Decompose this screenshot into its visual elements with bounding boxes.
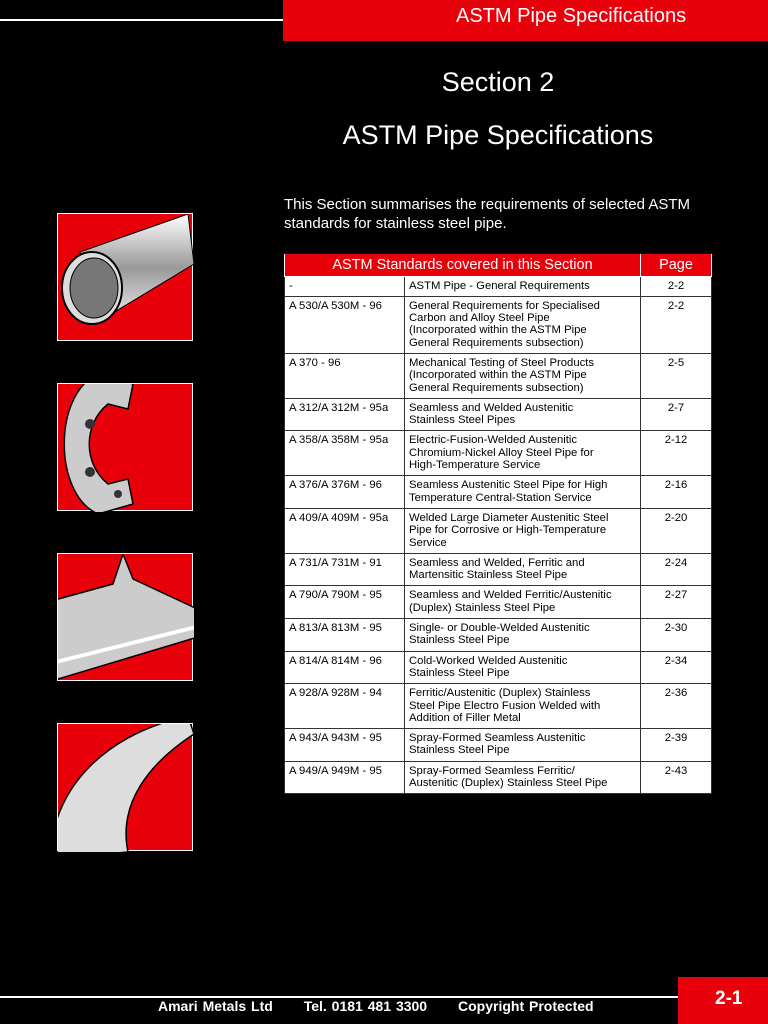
intro-text: This Section summarises the requirements of selected ASTM standards for stainless steel pipe. (284, 196, 690, 232)
elbow-fitting-image (57, 723, 193, 851)
standard-description: Seamless and Welded, Ferritic and Martensitic Stainless Steel Pipe (405, 553, 641, 586)
page-ref: 2-16 (641, 476, 712, 509)
page-ref: 2-2 (641, 296, 712, 353)
table-row (285, 651, 712, 684)
table-row (285, 431, 712, 476)
standard-description: Spray-Formed Seamless Austenitic Stainless Steel Pipe (405, 729, 641, 762)
page-ref: 2-20 (641, 508, 712, 553)
table-row (285, 276, 712, 296)
standard-code: A 370 - 96 (285, 353, 405, 398)
standard-description: General Requirements for Specialised Carbon and Alloy Steel Pipe (Incorporated within the ASTM Pipe General Requirements subsection) (405, 296, 641, 353)
section-number: Section 2 (441, 67, 555, 97)
page-ref: 2-2 (641, 276, 712, 296)
standard-code: A 790/A 790M - 95 (285, 586, 405, 619)
table-row (285, 553, 712, 586)
table-row (285, 729, 712, 762)
standard-code: A 949/A 949M - 95 (285, 761, 405, 794)
page-column-header: Page (641, 254, 712, 276)
standards-column-header: ASTM Standards covered in this Section (285, 254, 641, 276)
table-row (285, 684, 712, 729)
table-row (285, 619, 712, 652)
standard-description: Cold-Worked Welded Austenitic Stainless Steel Pipe (405, 651, 641, 684)
standard-description: Spray-Formed Seamless Ferritic/ Austenitic (Duplex) Stainless Steel Pipe (405, 761, 641, 794)
standard-code: A 530/A 530M - 96 (285, 296, 405, 353)
standard-description: Electric-Fusion-Welded Austenitic Chromium-Nickel Alloy Steel Pipe for High-Temperature Service (405, 431, 641, 476)
standard-code: A 928/A 928M - 94 (285, 684, 405, 729)
page-ref: 2-12 (641, 431, 712, 476)
page-ref: 2-34 (641, 651, 712, 684)
standard-description: Mechanical Testing of Steel Products (Incorporated within the ASTM Pipe General Requirements subsection) (405, 353, 641, 398)
standard-code: A 814/A 814M - 96 (285, 651, 405, 684)
page-ref: 2-7 (641, 398, 712, 431)
page-ref: 2-39 (641, 729, 712, 762)
standard-description: Seamless Austenitic Steel Pipe for High Temperature Central-Station Service (405, 476, 641, 509)
footer (158, 998, 620, 1014)
standard-description: Welded Large Diameter Austenitic Steel Pipe for Corrosive or High-Temperature Service (405, 508, 641, 553)
page-number: 2-1 (678, 977, 768, 1024)
table-row (285, 761, 712, 794)
page-ref: 2-30 (641, 619, 712, 652)
standard-code: A 312/A 312M - 95a (285, 398, 405, 431)
standard-code: - (285, 276, 405, 296)
header-title: ASTM Pipe Specifications (283, 0, 768, 41)
footer-copyright: Copyright Protected (458, 998, 594, 1014)
standard-code: A 943/A 943M - 95 (285, 729, 405, 762)
standard-code: A 358/A 358M - 95a (285, 431, 405, 476)
straight-pipe-image (57, 213, 193, 341)
page-ref: 2-24 (641, 553, 712, 586)
standard-description: Seamless and Welded Austenitic Stainless Steel Pipes (405, 398, 641, 431)
page-title: ASTM Pipe Specifications (342, 120, 654, 150)
page-ref: 2-36 (641, 684, 712, 729)
standard-code: A 409/A 409M - 95a (285, 508, 405, 553)
standards-table (284, 254, 712, 794)
table-row (285, 398, 712, 431)
standard-description: ASTM Pipe - General Requirements (405, 276, 641, 296)
table-row (285, 476, 712, 509)
standard-description: Seamless and Welded Ferritic/Austenitic (Duplex) Stainless Steel Pipe (405, 586, 641, 619)
page-ref: 2-27 (641, 586, 712, 619)
footer-phone: Tel. 0181 481 3300 (303, 998, 428, 1014)
footer-company: Amari Metals Ltd (158, 998, 273, 1014)
standard-code: A 376/A 376M - 96 (285, 476, 405, 509)
page-ref: 2-43 (641, 761, 712, 794)
split-coupling-image (57, 383, 193, 511)
header-rule (0, 19, 283, 21)
table-row (285, 353, 712, 398)
tee-fitting-image (57, 553, 193, 681)
standard-description: Ferritic/Austenitic (Duplex) Stainless Steel Pipe Electro Fusion Welded with Addition of Filler Metal (405, 684, 641, 729)
standard-code: A 731/A 731M - 91 (285, 553, 405, 586)
table-row (285, 296, 712, 353)
table-row (285, 508, 712, 553)
standard-description: Single- or Double-Welded Austenitic Stainless Steel Pipe (405, 619, 641, 652)
standard-code: A 813/A 813M - 95 (285, 619, 405, 652)
table-row (285, 586, 712, 619)
page-ref: 2-5 (641, 353, 712, 398)
